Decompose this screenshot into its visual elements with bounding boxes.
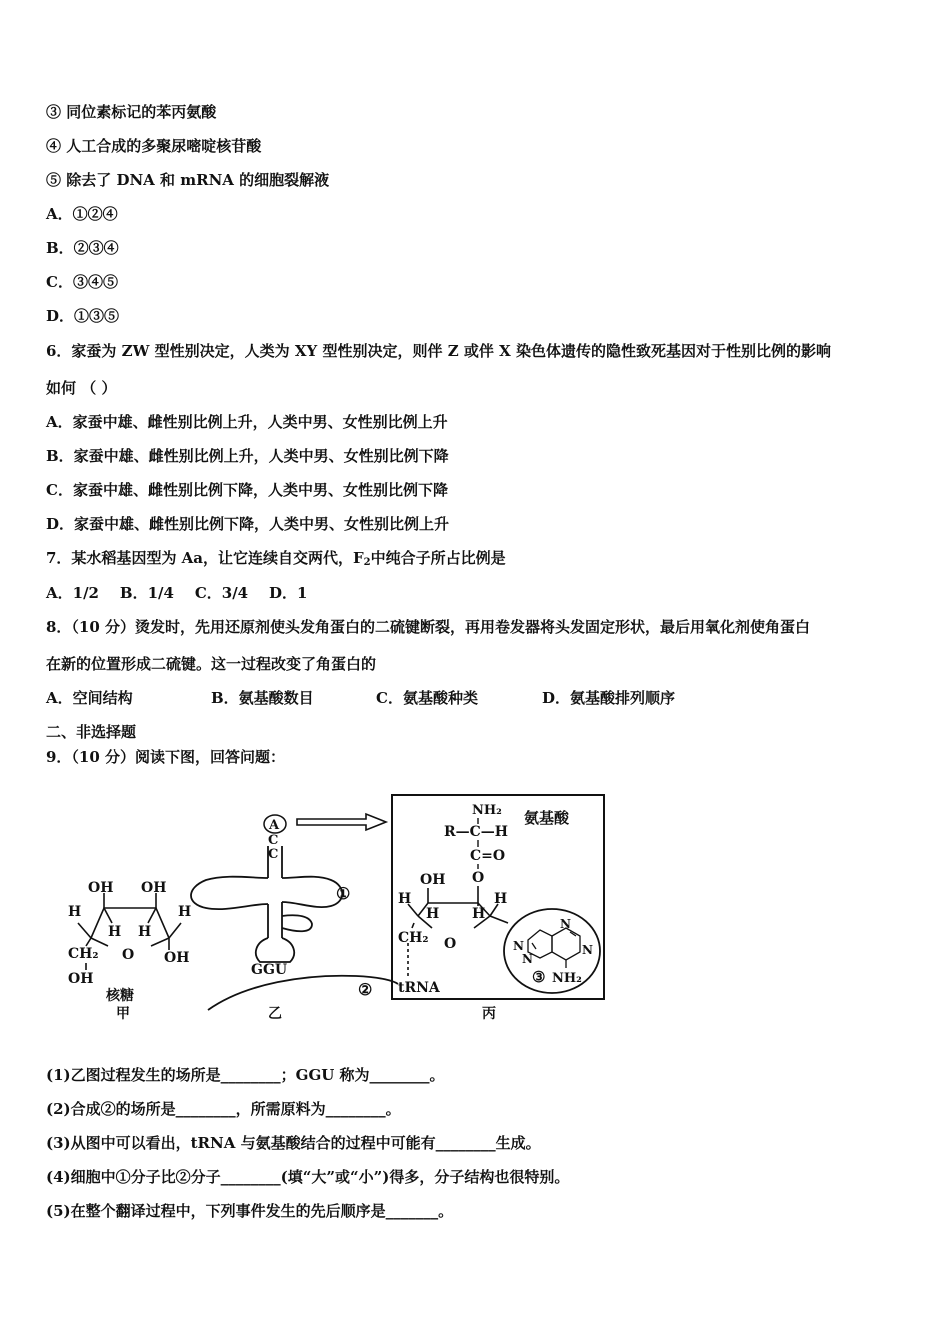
- q8-option-c: C．氨基酸种类: [376, 689, 478, 707]
- ribose-o: O: [122, 947, 135, 963]
- ribose-h-3: H: [138, 924, 152, 940]
- bing-c-o: C=O: [470, 848, 506, 864]
- q7-stem-post: 中纯合子所占比例是: [370, 549, 506, 567]
- q6-stem-line1: 6．家蚕为 ZW 型性别决定，人类为 XY 型性别决定，则伴 Z 或伴 X 染色体遗传的隐性致死基因对于性别比例的影响: [46, 342, 831, 360]
- q6-option-d: D．家蚕中雄、雌性别比例下降，人类中男、女性别比例上升: [46, 515, 450, 533]
- q7-option-a: A．1/2: [46, 584, 99, 602]
- section-title: 二、非选择题: [46, 723, 137, 741]
- trna-end-c1: C: [268, 833, 279, 848]
- bing-o-link: O: [472, 870, 485, 886]
- bing-ch2: CH₂: [398, 930, 429, 946]
- q7-stem-pre: 7．某水稻基因型为 Aa，让它连续自交两代，F: [46, 549, 364, 567]
- trna-end-a: A: [269, 818, 280, 833]
- q8-option-b: B．氨基酸数目: [211, 689, 314, 707]
- arrow-icon: [297, 814, 386, 830]
- q6-stem-line2: 如何 （ ）: [46, 379, 117, 397]
- q7-option-d: D．1: [269, 584, 308, 602]
- label-circle-2: ②: [358, 980, 373, 999]
- q9-sub-4: (4)细胞中①分子比②分子________(填“大”或“小”)得多，分子结构也很特别。: [46, 1168, 570, 1186]
- q5-option-a: A．①②④: [46, 205, 118, 223]
- label-circle-1: ①: [336, 884, 351, 903]
- q9-sub-1: (1)乙图过程发生的场所是________；GGU 称为________。: [46, 1066, 445, 1084]
- ribose-label: 核糖: [106, 988, 134, 1004]
- bing-h-2: H: [426, 906, 440, 922]
- bing-ring-o: O: [444, 936, 457, 952]
- ribose-oh-2: OH: [141, 880, 167, 896]
- adenine-base: [528, 928, 580, 968]
- ribose-h-2: H: [108, 924, 122, 940]
- base-n-4: N: [582, 943, 593, 957]
- bing-h-4: H: [494, 891, 508, 907]
- bing-nh2: NH₂: [472, 803, 502, 818]
- base-n-3: N: [560, 917, 571, 931]
- q5-option-c: C．③④⑤: [46, 273, 118, 291]
- q9-figure-svg: [46, 778, 608, 1026]
- q6-option-c: C．家蚕中雄、雌性别比例下降，人类中男、女性别比例下降: [46, 481, 448, 499]
- bing-r-c-h: R—C—H: [444, 824, 509, 840]
- trna-end-c2: C: [268, 847, 279, 862]
- q8-stem-line2: 在新的位置形成二硫键。这一过程改变了角蛋白的: [46, 655, 377, 673]
- base-n-2: N: [522, 952, 533, 966]
- ribose-oh-4: OH: [68, 971, 94, 987]
- q9-sub-3: (3)从图中可以看出，tRNA 与氨基酸结合的过程中可能有________生成。: [46, 1134, 541, 1152]
- q6-option-a: A．家蚕中雄、雌性别比例上升，人类中男、女性别比例上升: [46, 413, 448, 431]
- q9-sub-5: (5)在整个翻译过程中，下列事件发生的先后顺序是_______。: [46, 1202, 454, 1220]
- q9-stem: 9．（10 分）阅读下图，回答问题：: [46, 748, 286, 766]
- figure-label-bing: 丙: [482, 1006, 496, 1022]
- ribose-h-1: H: [68, 904, 82, 920]
- q6-option-b: B．家蚕中雄、雌性别比例上升，人类中男、女性别比例下降: [46, 447, 449, 465]
- anticodon-label: GGU: [251, 962, 288, 978]
- q5-option-d: D．①③⑤: [46, 307, 120, 325]
- q5-item-5: ⑤ 除去了 DNA 和 mRNA 的细胞裂解液: [46, 171, 330, 189]
- q5-option-b: B．②③④: [46, 239, 119, 257]
- q8-option-d: D．氨基酸排列顺序: [542, 689, 676, 707]
- q8-option-a: A．空间结构: [46, 689, 133, 707]
- q7-option-c: C．3/4: [194, 584, 249, 602]
- ribose-ch2: CH₂: [68, 946, 99, 962]
- trna-label: tRNA: [398, 980, 440, 996]
- base-n-1: N: [513, 939, 524, 953]
- base-nh2: NH₂: [552, 971, 582, 986]
- q7-options: [46, 583, 307, 603]
- figure-label-yi: 乙: [268, 1006, 282, 1022]
- q7-option-b: B．1/4: [119, 584, 174, 602]
- bing-h-1: H: [398, 891, 412, 907]
- q5-item-4: ④ 人工合成的多聚尿嘧啶核苷酸: [46, 137, 262, 155]
- label-circle-3: ③: [532, 968, 546, 986]
- ribose-oh-3: OH: [164, 950, 190, 966]
- ribose-oh-1: OH: [88, 880, 114, 896]
- bing-h-3: H: [472, 906, 486, 922]
- q9-sub-2: (2)合成②的场所是________，所需原料为________。: [46, 1100, 401, 1118]
- q7-stem: [46, 548, 506, 573]
- ribose-h-4: H: [178, 904, 192, 920]
- q9-figure: [46, 778, 608, 1026]
- amino-acid-label: 氨基酸: [524, 809, 570, 827]
- figure-label-jia: 甲: [116, 1006, 130, 1022]
- q8-stem-line1: 8．（10 分）烫发时，先用还原剂使头发角蛋白的二硫键断裂，再用卷发器将头发固定形状，最后用氧化剂使角蛋白: [46, 618, 811, 636]
- bing-oh: OH: [420, 872, 446, 888]
- q5-item-3: ③ 同位素标记的苯丙氨酸: [46, 103, 217, 121]
- q7-stem-subscript: 2: [363, 557, 371, 568]
